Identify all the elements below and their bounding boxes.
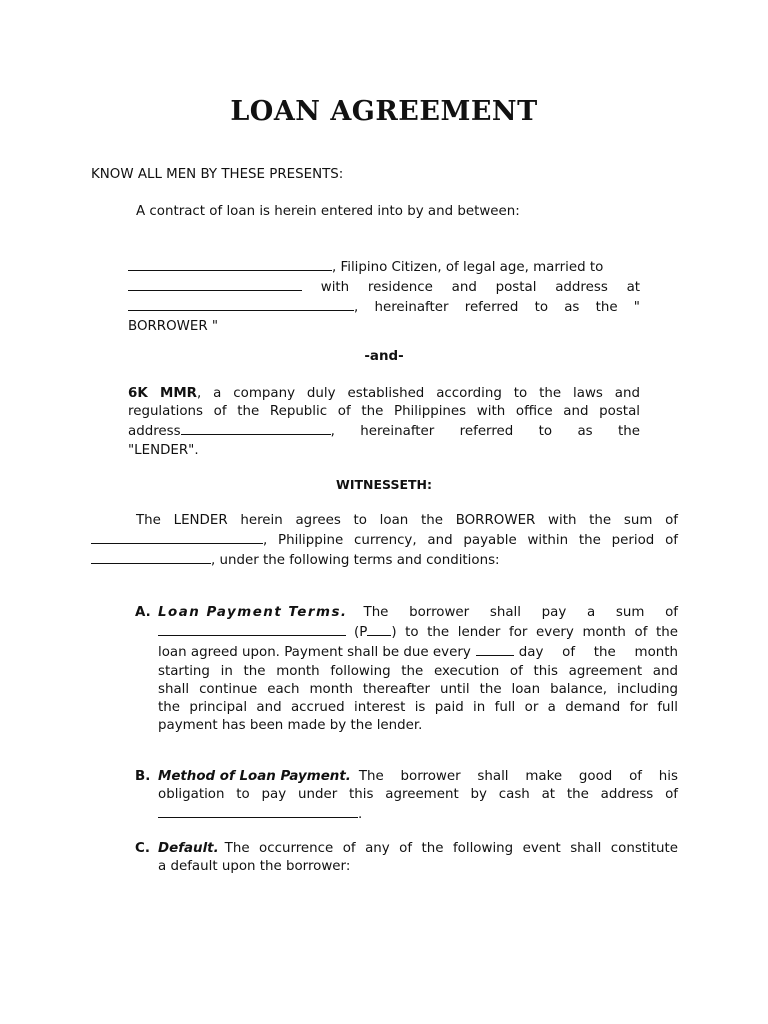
loan-sum-blank (91, 530, 263, 544)
borrower-paragraph (128, 257, 640, 336)
borrower-line-1-text: , Filipino Citizen, of legal age, married to (332, 260, 604, 275)
item-b-body (158, 768, 678, 825)
word: " (633, 300, 640, 316)
sum-line-2 (91, 530, 678, 550)
due-day-blank (476, 642, 514, 656)
lender-line-1-text: , a company duly established according to the laws and (196, 386, 640, 401)
borrower-name-blank (128, 257, 332, 271)
item-c-heading: Default. (158, 841, 219, 856)
word: address (128, 424, 181, 440)
word: address (555, 280, 608, 296)
sum-line-2-text: , Philippine currency, and payable within the period of (263, 533, 678, 549)
lender-line-2: regulations of the Republic of the Philippines with office and postal (128, 404, 640, 420)
word: (P (354, 625, 368, 641)
item-a-line-2 (158, 622, 678, 642)
item-b-heading: Method of Loan Payment. (158, 769, 351, 784)
item-b-line-1 (158, 768, 678, 786)
item-a-heading: Loan Payment Terms. (158, 605, 348, 620)
witnesseth-heading: WITNESSETH: (336, 477, 432, 492)
borrower-line-4: BORROWER " (128, 318, 219, 334)
word: hereinafter (374, 300, 449, 316)
borrower-address-blank (128, 297, 354, 311)
spouse-name-blank (128, 277, 302, 291)
word: residence (367, 280, 433, 296)
word: to (538, 424, 553, 440)
word: , (330, 424, 335, 440)
word: to (534, 300, 549, 316)
item-c-letter: C. (135, 841, 150, 856)
word: hereinafter (360, 424, 435, 440)
lender-address-blank (181, 421, 331, 435)
borrower-line-1 (128, 257, 640, 277)
and-separator: -and- (364, 349, 404, 364)
lender-name: 6K MMR (128, 386, 197, 401)
lender-paragraph (128, 385, 640, 460)
item-a-line-1 (158, 604, 678, 622)
word: , (354, 300, 359, 316)
item-c-line-2: a default upon the borrower: (158, 859, 351, 875)
item-a-line-1-text: The borrower shall pay a sum of (363, 605, 678, 620)
document-title: LOAN AGREEMENT (230, 96, 538, 127)
item-a-line-6: the principal and accrued interest is paid in full or a demand for full (158, 700, 678, 716)
item-b-letter: B. (135, 769, 151, 784)
sum-paragraph (91, 512, 678, 571)
item-a-line-7: payment has been made by the lender. (158, 718, 423, 734)
word: loan agreed upon. Payment shall be due every (158, 645, 471, 661)
item-b-line-1-text: The borrower shall make good of his (358, 769, 678, 784)
item-a-line-3 (158, 642, 678, 662)
word: the (595, 300, 618, 316)
item-b-line-2: obligation to pay under this agreement by cash at the address of (158, 787, 678, 803)
item-a-line-3-text: day of the month (518, 645, 678, 661)
item-c-line-1-text: The occurrence of any of the following event shall constitute (224, 841, 678, 856)
word: . (358, 807, 363, 823)
borrower-line-3 (128, 297, 640, 317)
contract-line: A contract of loan is herein entered into by and between: (136, 204, 520, 219)
item-a-line-4: starting in the month following the execution of this agreement and (158, 663, 678, 679)
word: as (564, 300, 580, 316)
word: and (451, 280, 477, 296)
peso-amount-blank (367, 622, 391, 636)
word: referred (459, 424, 514, 440)
word: at (626, 280, 641, 296)
word: postal (495, 280, 537, 296)
item-a-body (158, 604, 678, 735)
sum-line-3-text: , under the following terms and conditions: (211, 553, 500, 569)
borrower-line-2 (128, 277, 640, 297)
sum-line-1: The LENDER herein agrees to loan the BORROWER with the sum of (136, 513, 678, 528)
payment-address-blank (158, 804, 358, 818)
item-c-body (158, 840, 678, 876)
word: with (320, 280, 350, 296)
item-b-line-3 (158, 804, 678, 824)
sum-line-3 (91, 550, 678, 570)
monthly-sum-blank (158, 622, 346, 636)
item-a-letter: A. (135, 605, 151, 620)
word: the (618, 424, 640, 440)
intro-line: KNOW ALL MEN BY THESE PRESENTS: (91, 167, 344, 182)
lender-line-1 (128, 385, 640, 403)
item-c-line-1 (158, 840, 678, 858)
loan-period-blank (91, 550, 211, 564)
word: referred (464, 300, 519, 316)
item-a-line-5: shall continue each month thereafter until the loan balance, including (158, 681, 678, 697)
word: as (577, 424, 593, 440)
lender-line-3 (128, 421, 640, 441)
lender-line-4: "LENDER". (128, 442, 199, 458)
item-a-line-2-text: ) to the lender for every month of the (391, 625, 678, 641)
